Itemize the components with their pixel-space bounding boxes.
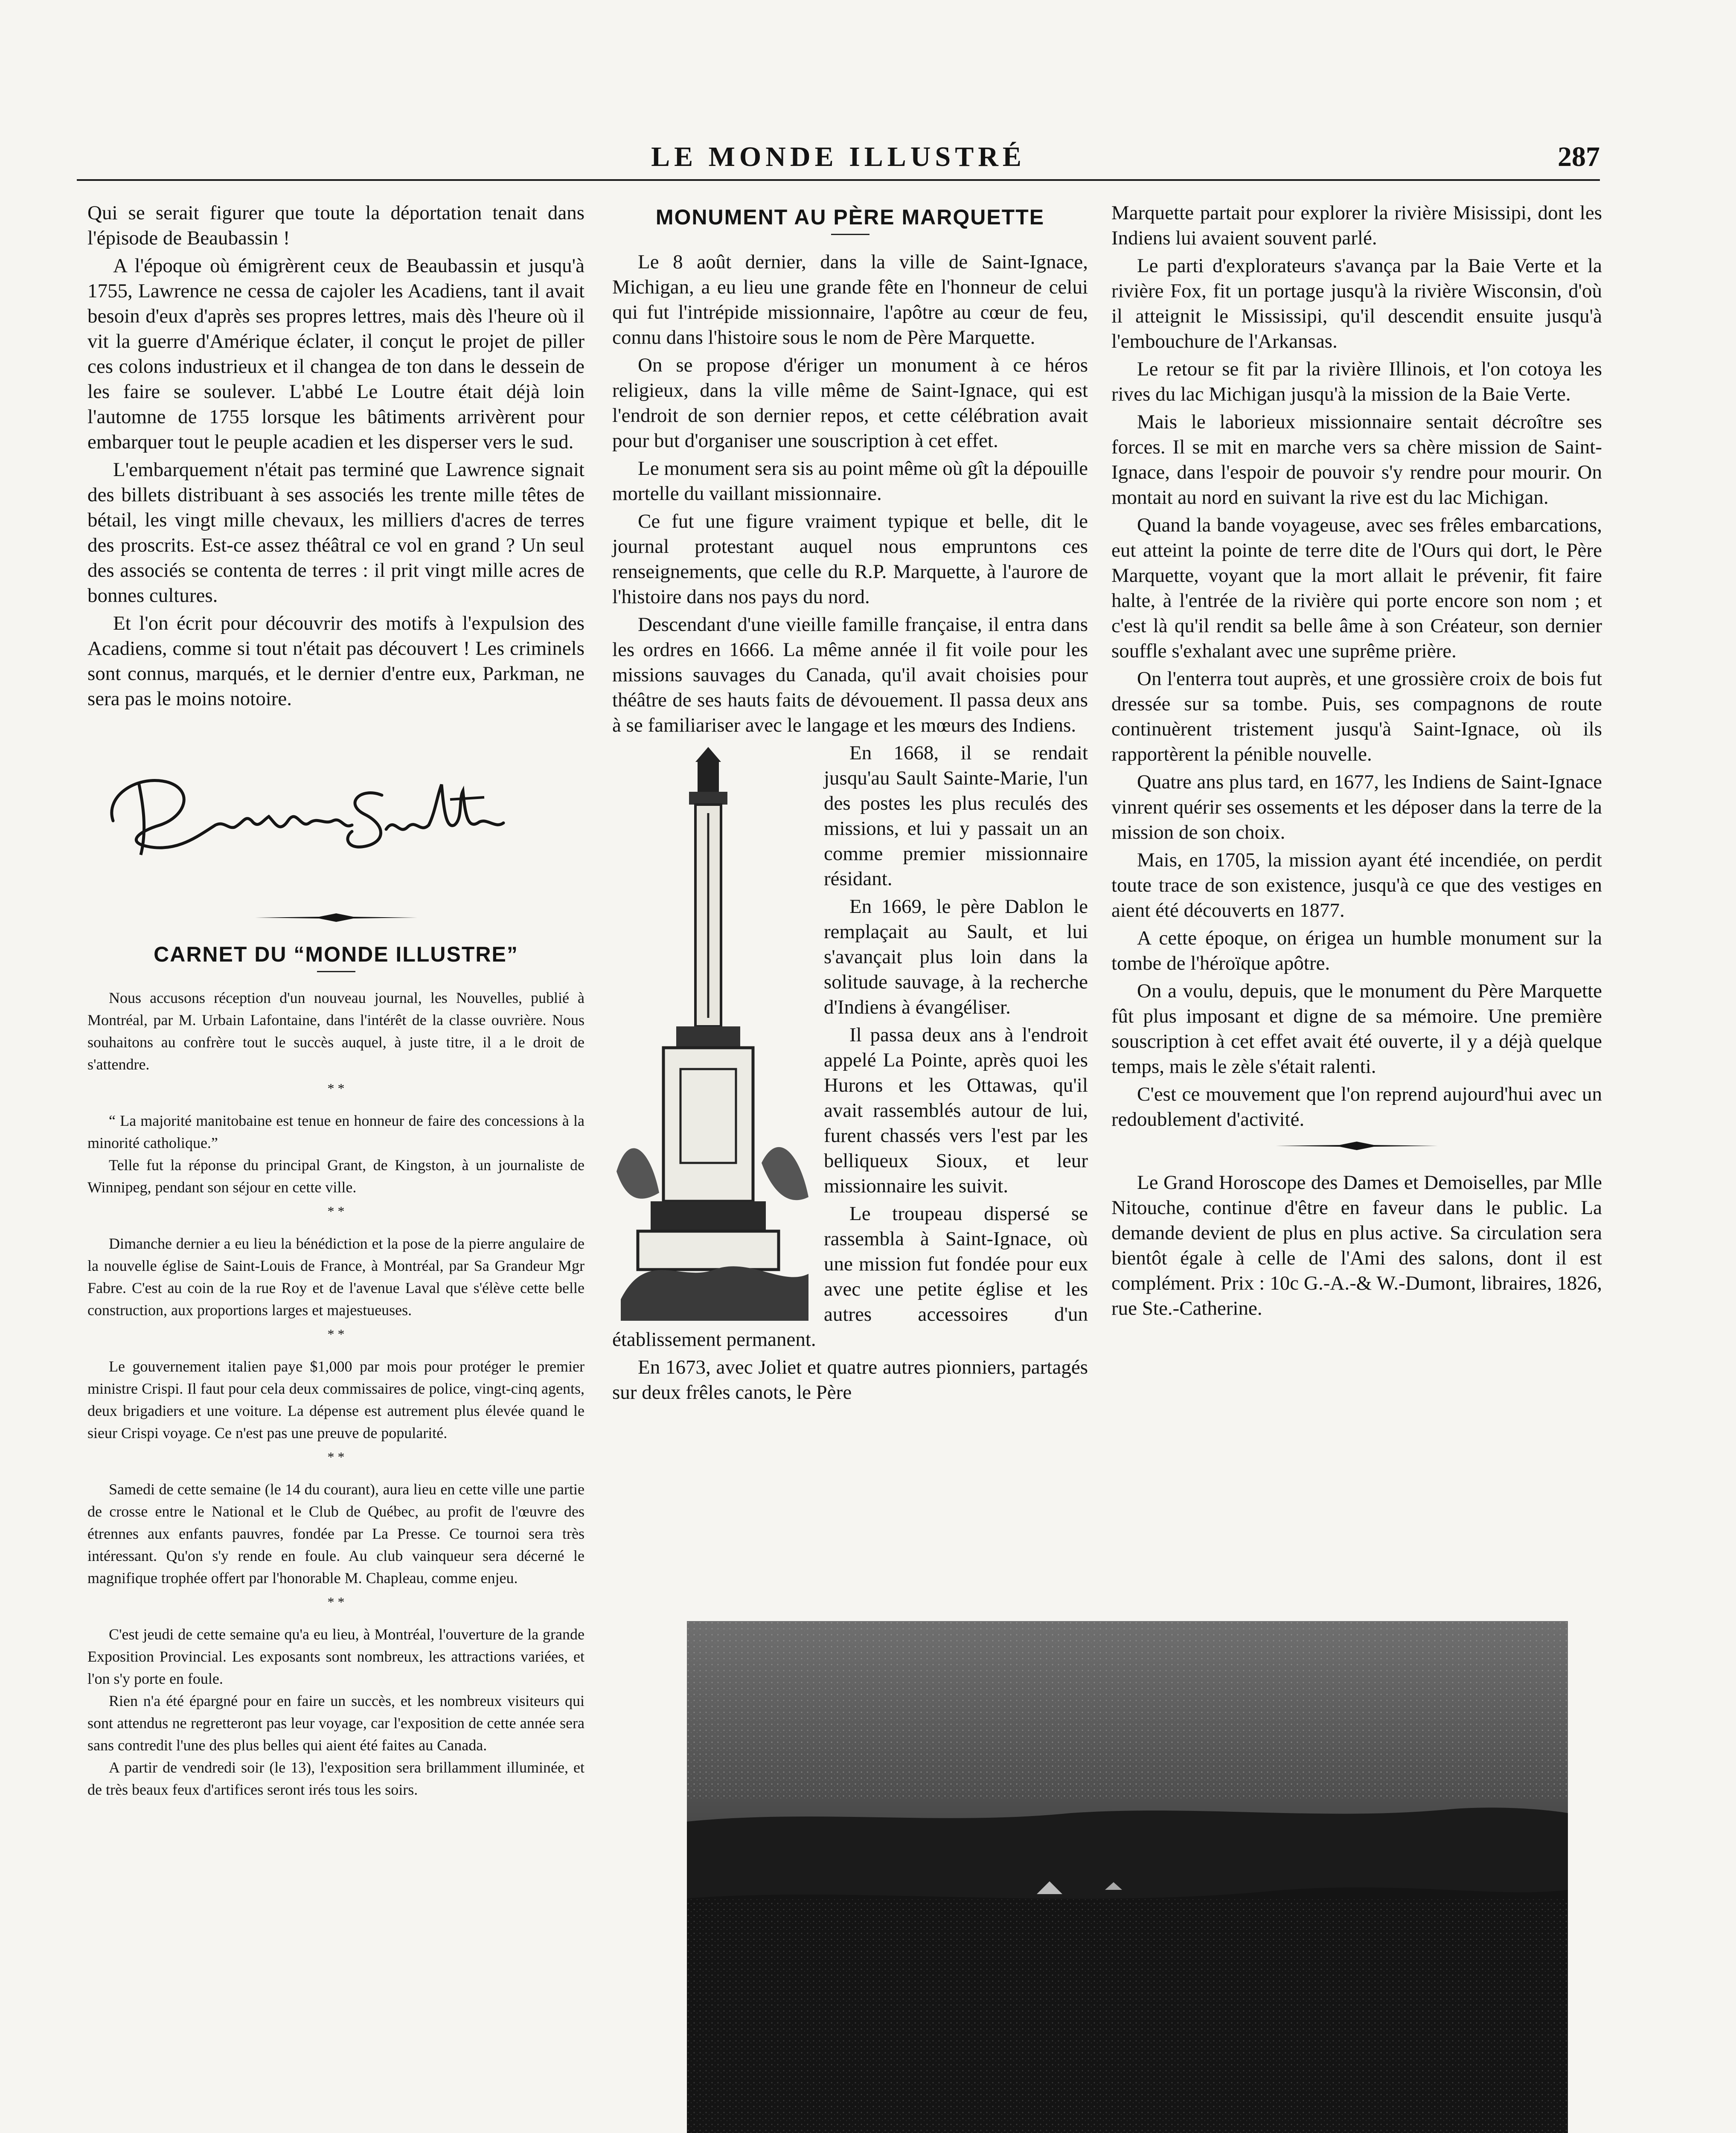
paragraph: Le monument sera sis au point même où gît la dépouille mortelle du vaillant missionnaire. [612, 457, 1088, 505]
paragraph: Qui se serait figurer que toute la déportation tenait dans l'épisode de Beaubassin ! [87, 202, 584, 249]
paragraph: Quatre ans plus tard, en 1677, les Indiens de Saint-Ignace vinrent quérir ses ossements et les déposer dans la terre de la mission de son choix. [1111, 771, 1602, 843]
paragraph: Le retour se fit par la rivière Illinois, et l'on cotoya les rives du lac Michigan jusqu'à la mission de la Baie Verte. [1111, 358, 1602, 405]
paragraph: Et l'on écrit pour découvrir des motifs à l'expulsion des Acadiens, comme si tout n'était pas découvert ! Les criminels sont connus, marqués, et le dernier d'entre eux, Parkman, ne sera pas le moins notoire. [87, 612, 584, 710]
paragraph: Le 8 août dernier, dans la ville de Saint-Ignace, Michigan, a eu lieu une grande fête en l'honneur de celui qui fut l'intrépide missionnaire, l'apôtre au cœur de feu, connu dans l'histoire sous le nom de Père Marquette. [612, 251, 1088, 349]
asterism: * * [327, 1326, 345, 1342]
column-right [1111, 201, 1602, 1324]
news-item: Nous accusons réception d'un nouveau journal, les Nouvelles, publié à Montréal, par M. Urbain Lafontaine, dans l'intérêt de la classe ouvrière. Nous souhaitons au confrère tout le succès auquel, à juste titre, il a le droit de s'attendre. [87, 989, 584, 1073]
ornament-divider [87, 912, 584, 925]
news-item: Le gouvernement italien paye $1,000 par mois pour protéger le premier ministre Crispi. Il faut pour cela deux commissaires de police, vingt-cinq agents, deux brigadiers et une voiture. La dépense est autrement plus élevée quand le sieur Crispi voyage. Ce n'est pas une preuve de popularité. [87, 1358, 584, 1441]
paragraph: En 1669, le père Dablon le remplaçait au Sault, et lui s'avançait plus loin dans la solitude sauvage, à la recherche d'Indiens à évangéliser. [824, 895, 1088, 1018]
article-continuation [87, 201, 584, 712]
asterism: * * [327, 1081, 345, 1096]
title-rule [317, 971, 355, 972]
landscape-photo [687, 1621, 1568, 2133]
page-header [77, 141, 1600, 175]
signature [87, 744, 514, 885]
article-title: MONUMENT AU PÈRE MARQUETTE [655, 205, 1045, 229]
paragraph: On a voulu, depuis, que le monument du Père Marquette fût plus imposant et digne de sa mémoire. Une première souscription à cet effet avait été ouverte, il y a déjà quelque temps, mais le zèle s'était ralenti. [1111, 980, 1602, 1078]
paragraph: Quand la bande voyageuse, avec ses frêles embarcations, eut atteint la pointe de terre dite de l'Ours qui dort, le Père Marquette, voyant que la mort allait le prévenir, fit faire halte, à l'entrée de la rivière qui porte encore son nom ; et c'est là qu'il rendit sa belle âme à son Créateur, son dernier souffle s'exhalant avec une suprême prière. [1111, 514, 1602, 662]
paragraph: On l'enterra tout auprès, et une grossière croix de bois fut dressée sur sa tombe. Puis, ses compagnons de route continuèrent tristement jusqu'à Saint-Ignace, où ils rapportèrent la pénible nouvelle. [1111, 668, 1602, 765]
news-item: Samedi de cette semaine (le 14 du courant), aura lieu en cette ville une partie de crosse entre le National et le Club de Québec, au profit de l'œuvre des étrennes aux enfants pauvres, fondée par La Presse. Ce tournoi sera très intéressant. Qu'on s'y rende en foule. Au club vainqueur sera décerné le magnifique trophée offert par l'honorable M. Chapleau, comme enjeu. [87, 1481, 584, 1587]
header-rule [77, 179, 1600, 181]
carnet-section [87, 987, 584, 1801]
paragraph: En 1673, avec Joliet et quatre autres pionniers, partagés sur deux frêles canots, le Père [612, 1356, 1088, 1404]
advertisement-notice: Le Grand Horoscope des Dames et Demoiselles, par Mlle Nitouche, continue d'être en faveur dans le public. La demande devient de plus en plus active. Sa circulation sera bientôt égale à celle de l'Ami des salons, dont il est complément. Prix : 10c G.-A.-& W.-Dumont, libraires, 1826, rue Ste.-Catherine. [1111, 1171, 1602, 1319]
paragraph: L'embarquement n'était pas terminé que Lawrence signait des billets distribuant à ses associés les trente mille têtes de bétail, les vingt mille chevaux, les milliers d'acres de terres des proscrits. Est-ce assez théâtral ce vol en grand ? Un seul des associés se contenta de terres : il prit vingt mille acres de bonnes cultures. [87, 459, 584, 607]
paragraph: On se propose d'ériger un monument à ce héros religieux, dans la ville même de Saint-Ignace, qui est l'endroit de son dernier repos, et cette célébration avait pour but d'organiser une souscription à cet effet. [612, 354, 1088, 452]
column-middle [612, 201, 1088, 1408]
paragraph: Le parti d'explorateurs s'avança par la Baie Verte et la rivière Fox, fit un portage jusqu'à la rivière Wisconsin, d'où il atteignit le Mississipi, qu'il descendit ensuite jusqu'à l'embouchure de l'Arkansas. [1111, 255, 1602, 352]
asterism: * * [327, 1203, 345, 1219]
title-rule [831, 234, 869, 235]
paragraph: Ce fut une figure vraiment typique et belle, dit le journal protestant auquel nous empruntons ces renseignements, que celle du R.P. Marquette, à l'aurore de l'histoire dans nos pays du nord. [612, 510, 1088, 608]
page-number: 287 [1558, 141, 1600, 172]
paragraph: A cette époque, on érigea un humble monument sur la tombe de l'héroïque apôtre. [1111, 927, 1602, 974]
paragraph: Mais, en 1705, la mission ayant été incendiée, on perdit toute trace de son existence, jusqu'à ce que des vestiges en aient été découverts en 1877. [1111, 849, 1602, 921]
monument-illustration [612, 745, 813, 1321]
news-item: “ La majorité manitobaine est tenue en honneur de faire des concessions à la minorité catholique.” [87, 1112, 584, 1151]
paragraph: En 1668, il se rendait jusqu'au Sault Sainte-Marie, l'un des postes les plus reculés des missions, et lui y passait un an comme premier missionnaire résidant. [824, 742, 1088, 890]
masthead: LE MONDE ILLUSTRÉ [651, 141, 1026, 172]
column-left [87, 201, 584, 1801]
asterism: * * [327, 1594, 345, 1610]
news-item: Rien n'a été épargné pour en faire un succès, et les nombreux visiteurs qui sont attendus ne regretteront pas leur voyage, car l'exposition de cette année sera sans contredit l'une des plus belles qui aient été faites au Canada. [87, 1692, 584, 1754]
paragraph: Le troupeau dispersé se rassembla à Saint-Ignace, où une mission fut fondée pour eux avec une petite église et les autres accessoires d'un établissement permanent. [612, 1203, 1088, 1351]
paragraph: C'est ce mouvement que l'on reprend aujourd'hui avec un redoublement d'activité. [1111, 1083, 1602, 1130]
paragraph: Il passa deux ans à l'endroit appelé La Pointe, après quoi les Hurons et les Ottawas, qu'il avait rassemblés autour de lui, furent chassés vers l'est par les belliqueux Sioux, et leur missionnaire les suivit. [824, 1024, 1088, 1197]
ornament-divider [1111, 1141, 1602, 1153]
news-item: Telle fut la réponse du principal Grant, de Kingston, à un journaliste de Winnipeg, pendant son séjour en cette ville. [87, 1157, 584, 1196]
carnet-title: CARNET DU “MONDE ILLUSTRE” [154, 942, 518, 966]
paragraph: Marquette partait pour explorer la rivière Misissipi, dont les Indiens lui avaient souvent parlé. [1111, 202, 1602, 249]
paragraph: Descendant d'une vieille famille française, il entra dans les ordres en 1666. La même année il fit voile pour les missions sauvages du Canada, qu'il avait choisies pour théâtre de ses hauts faits de dévouement. Il passa deux ans à se familiariser avec le langage et les mœurs des Indiens. [612, 613, 1088, 736]
asterism: * * [327, 1449, 345, 1465]
paragraph: A l'époque où émigrèrent ceux de Beaubassin et jusqu'à 1755, Lawrence ne cessa de cajoler les Acadiens, tant il avait besoin d'eux d'après ses propres lettres, mais dès l'heure où il vit la guerre d'Amérique éclater, il conçut le projet de piller ces colons industrieux et il changea de ton dans le dessein de les faire se soulever. L'abbé Le Loutre était déjà loin l'automne de 1755 lorsque les bâtiments arrivèrent pour embarquer tout le peuple acadien et les disperser vers le sud. [87, 255, 584, 453]
news-item: C'est jeudi de cette semaine qu'a eu lieu, à Montréal, l'ouverture de la grande Exposition Provincial. Les exposants sont nombreux, les attractions variées, et l'on s'y porte en foule. [87, 1626, 584, 1687]
news-item: Dimanche dernier a eu lieu la bénédiction et la pose de la pierre angulaire de la nouvelle église de Saint-Louis de France, à Montréal, par Sa Grandeur Mgr Fabre. C'est au coin de la rue Roy et de l'avenue Laval que s'élève cette belle construction, aux proportions larges et majestueuses. [87, 1235, 584, 1319]
news-item: A partir de vendredi soir (le 13), l'exposition sera brillamment illuminée, et de très beaux feux d'artifices seront irés tous les soirs. [87, 1759, 584, 1798]
paragraph: Mais le laborieux missionnaire sentait décroître ses forces. Il se mit en marche vers sa chère mission de Saint-Ignace, dans l'espoir de pouvoir s'y rendre pour mourir. On montait au nord en suivant la rive est du lac Michigan. [1111, 411, 1602, 509]
